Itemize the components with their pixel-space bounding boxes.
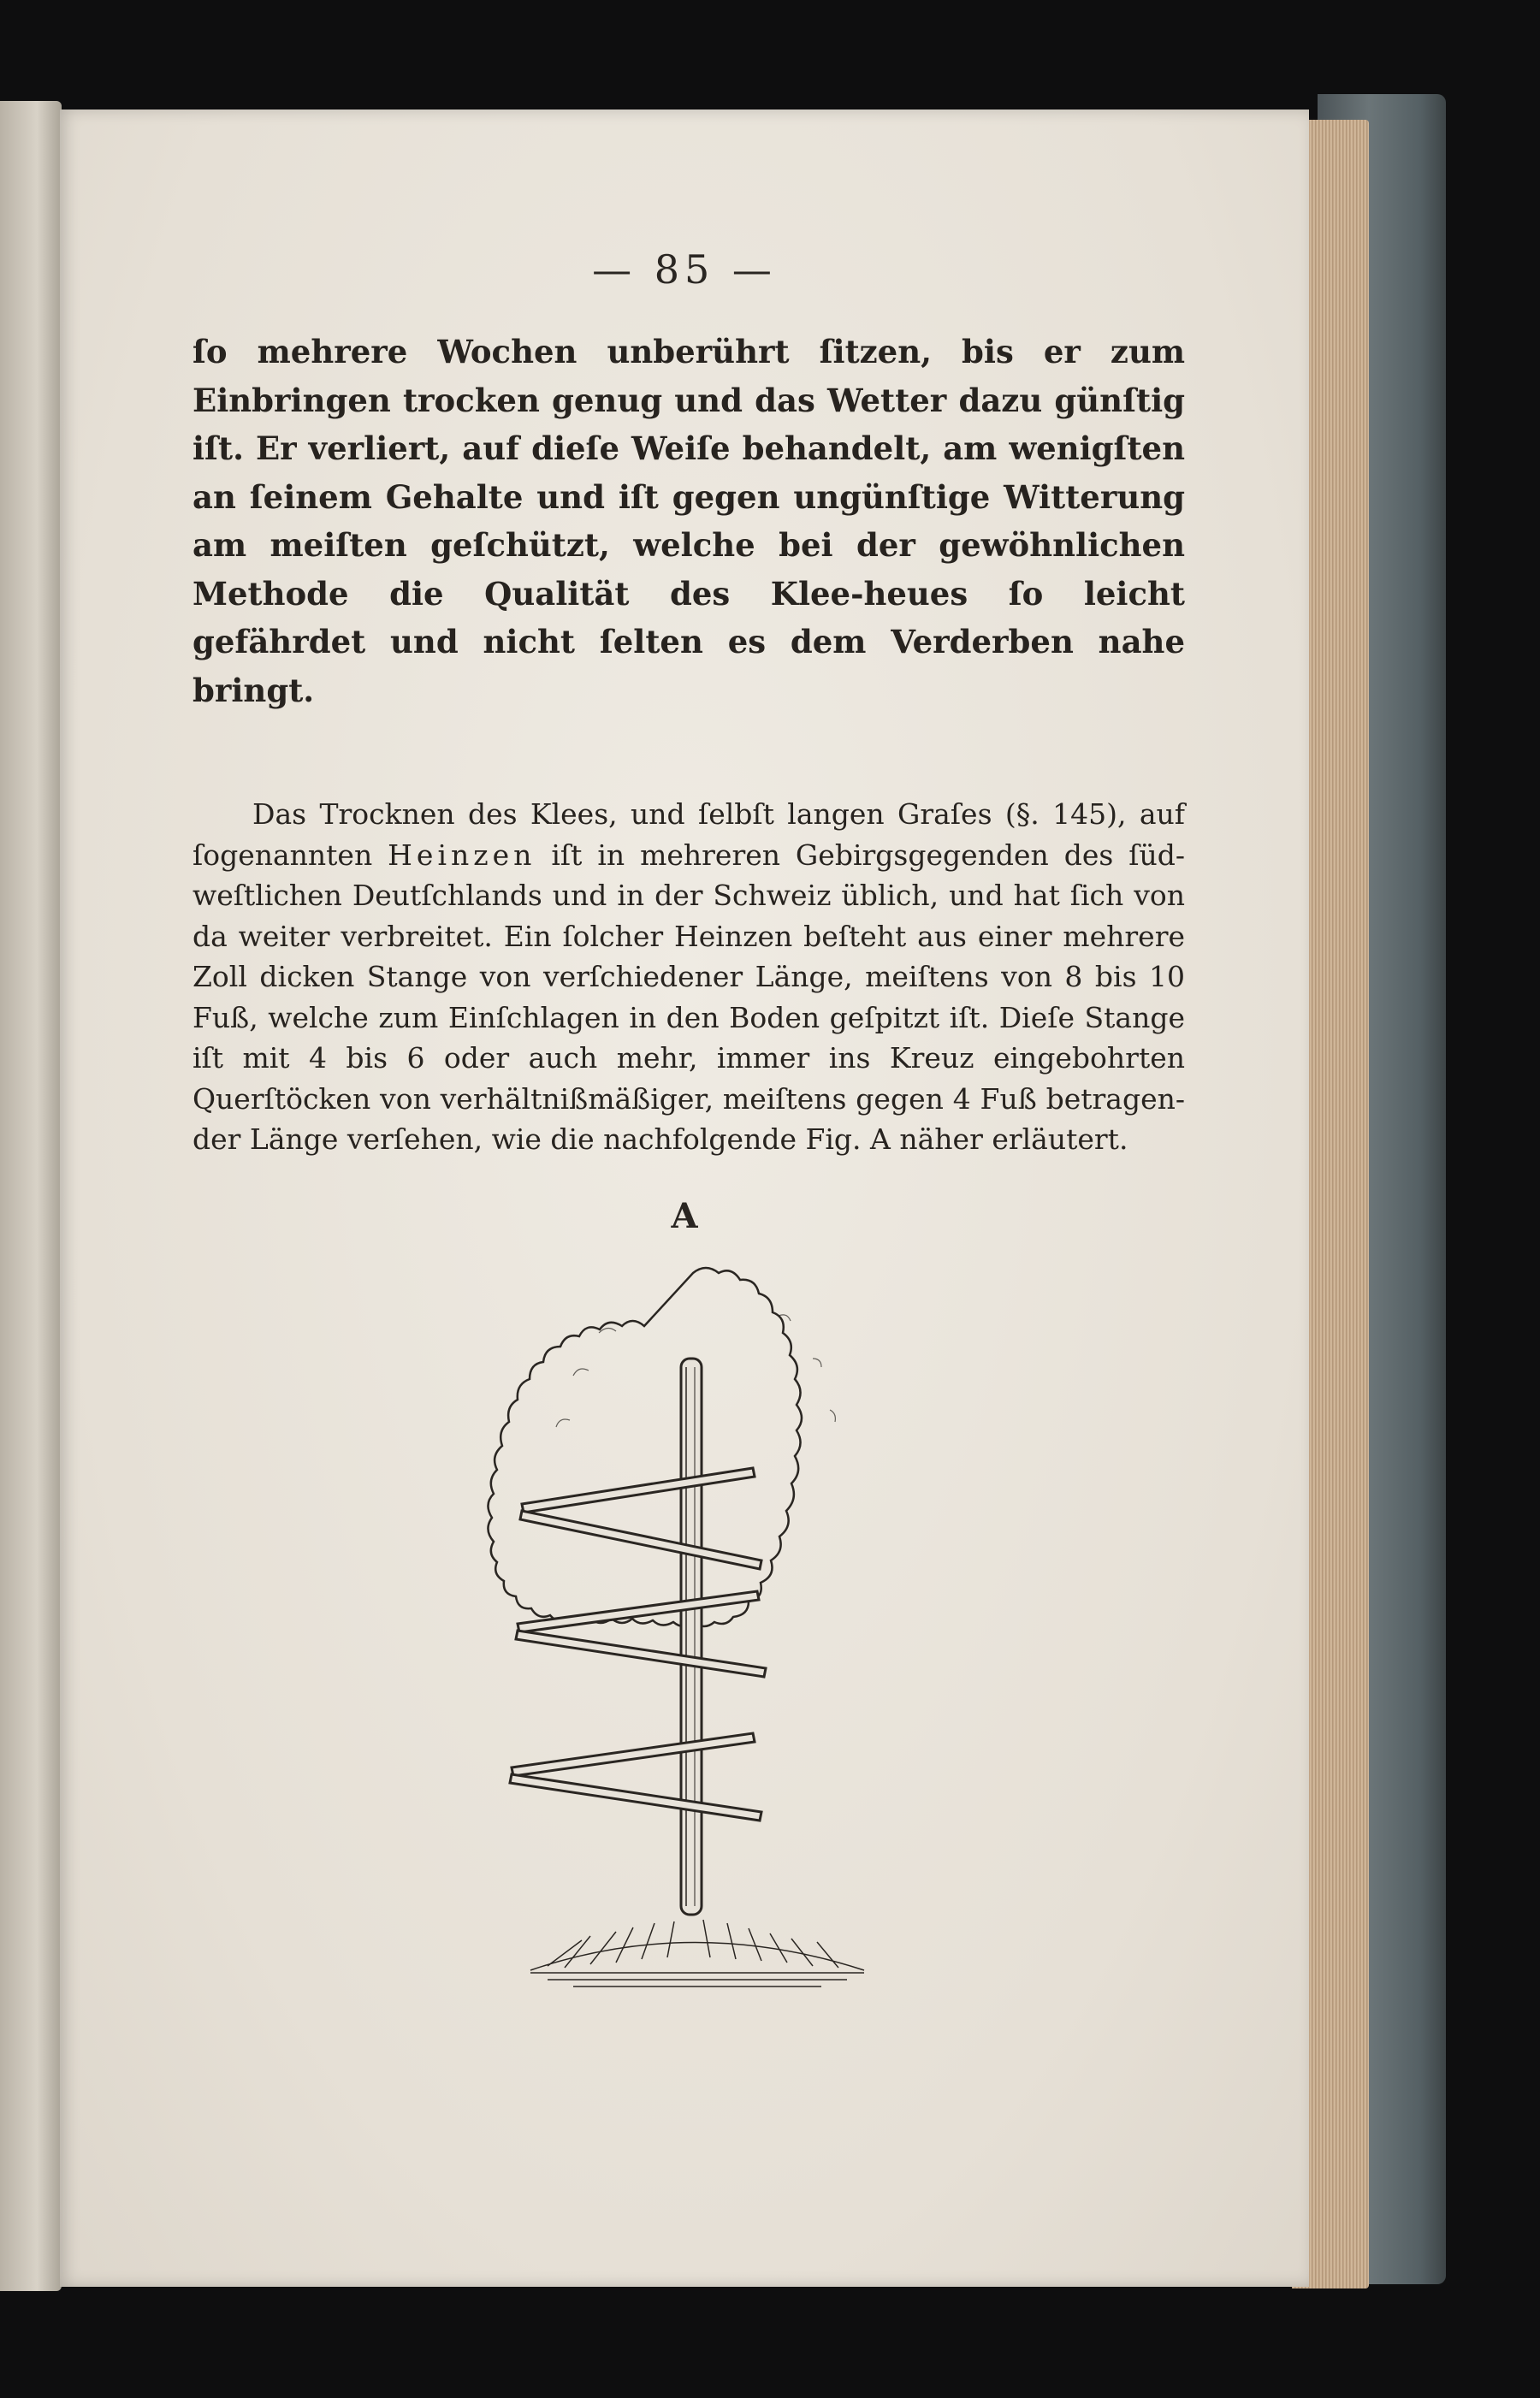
term-heinzen: Heinzen xyxy=(388,838,536,872)
paragraph-2-start: Das Trocknen des Klees, und ſelbſt langen Graſes (§. 145), auf ſogenannten xyxy=(192,797,1185,872)
paragraph-2 xyxy=(192,794,1185,1160)
figure-label: A xyxy=(671,1196,698,1236)
hay-outline xyxy=(488,1268,802,1626)
ground-grass xyxy=(530,1920,864,1986)
page-number: — 85 — xyxy=(592,246,777,293)
cross-sticks xyxy=(510,1468,766,1821)
paragraph-1: ſo mehrere Wochen unberührt ſitzen, bis er zum Einbringen trocken genug und das Wetter dazu günſtig iſt. Er verliert, auf dieſe Weiſe behandelt, am wenigſten an ſeinem Gehalte und iſt gegen ungünſtige Witterung am meiſten geſchützt, welche bei der gewöhnlichen Methode die Qualität des Klee-heues ſo leicht gefährdet und nicht ſelten es dem Verderben nahe bringt. xyxy=(192,333,1185,709)
paragraph-2-rest: iſt in mehreren Gebirgsgegenden des ſüd-weſtlichen Deutſchlands und in der Schweiz üblich, und hat ſich von da weiter verbreitet. Ein ſolcher Heinzen beſteht aus einer mehrere Zoll dicken Stange von verſchiedener Länge, meiſtens von 8 bis 10 Fuß, welche zum Einſchlagen in den Boden geſpitzt iſt. Dieſe Stange iſt mit 4 bis 6 oder auch mehr, immer ins Kreuz eingebohrten Querſtöcken von verhältnißmäßiger, meiſtens gegen 4 Fuß betragen-der Länge verſehen, wie die nachfolgende Fig. A näher erläutert. xyxy=(192,838,1185,1156)
heinzen-illustration xyxy=(471,1256,915,2009)
left-page-edge xyxy=(0,101,62,2291)
pole xyxy=(681,1359,702,1915)
book-page xyxy=(60,110,1309,2287)
